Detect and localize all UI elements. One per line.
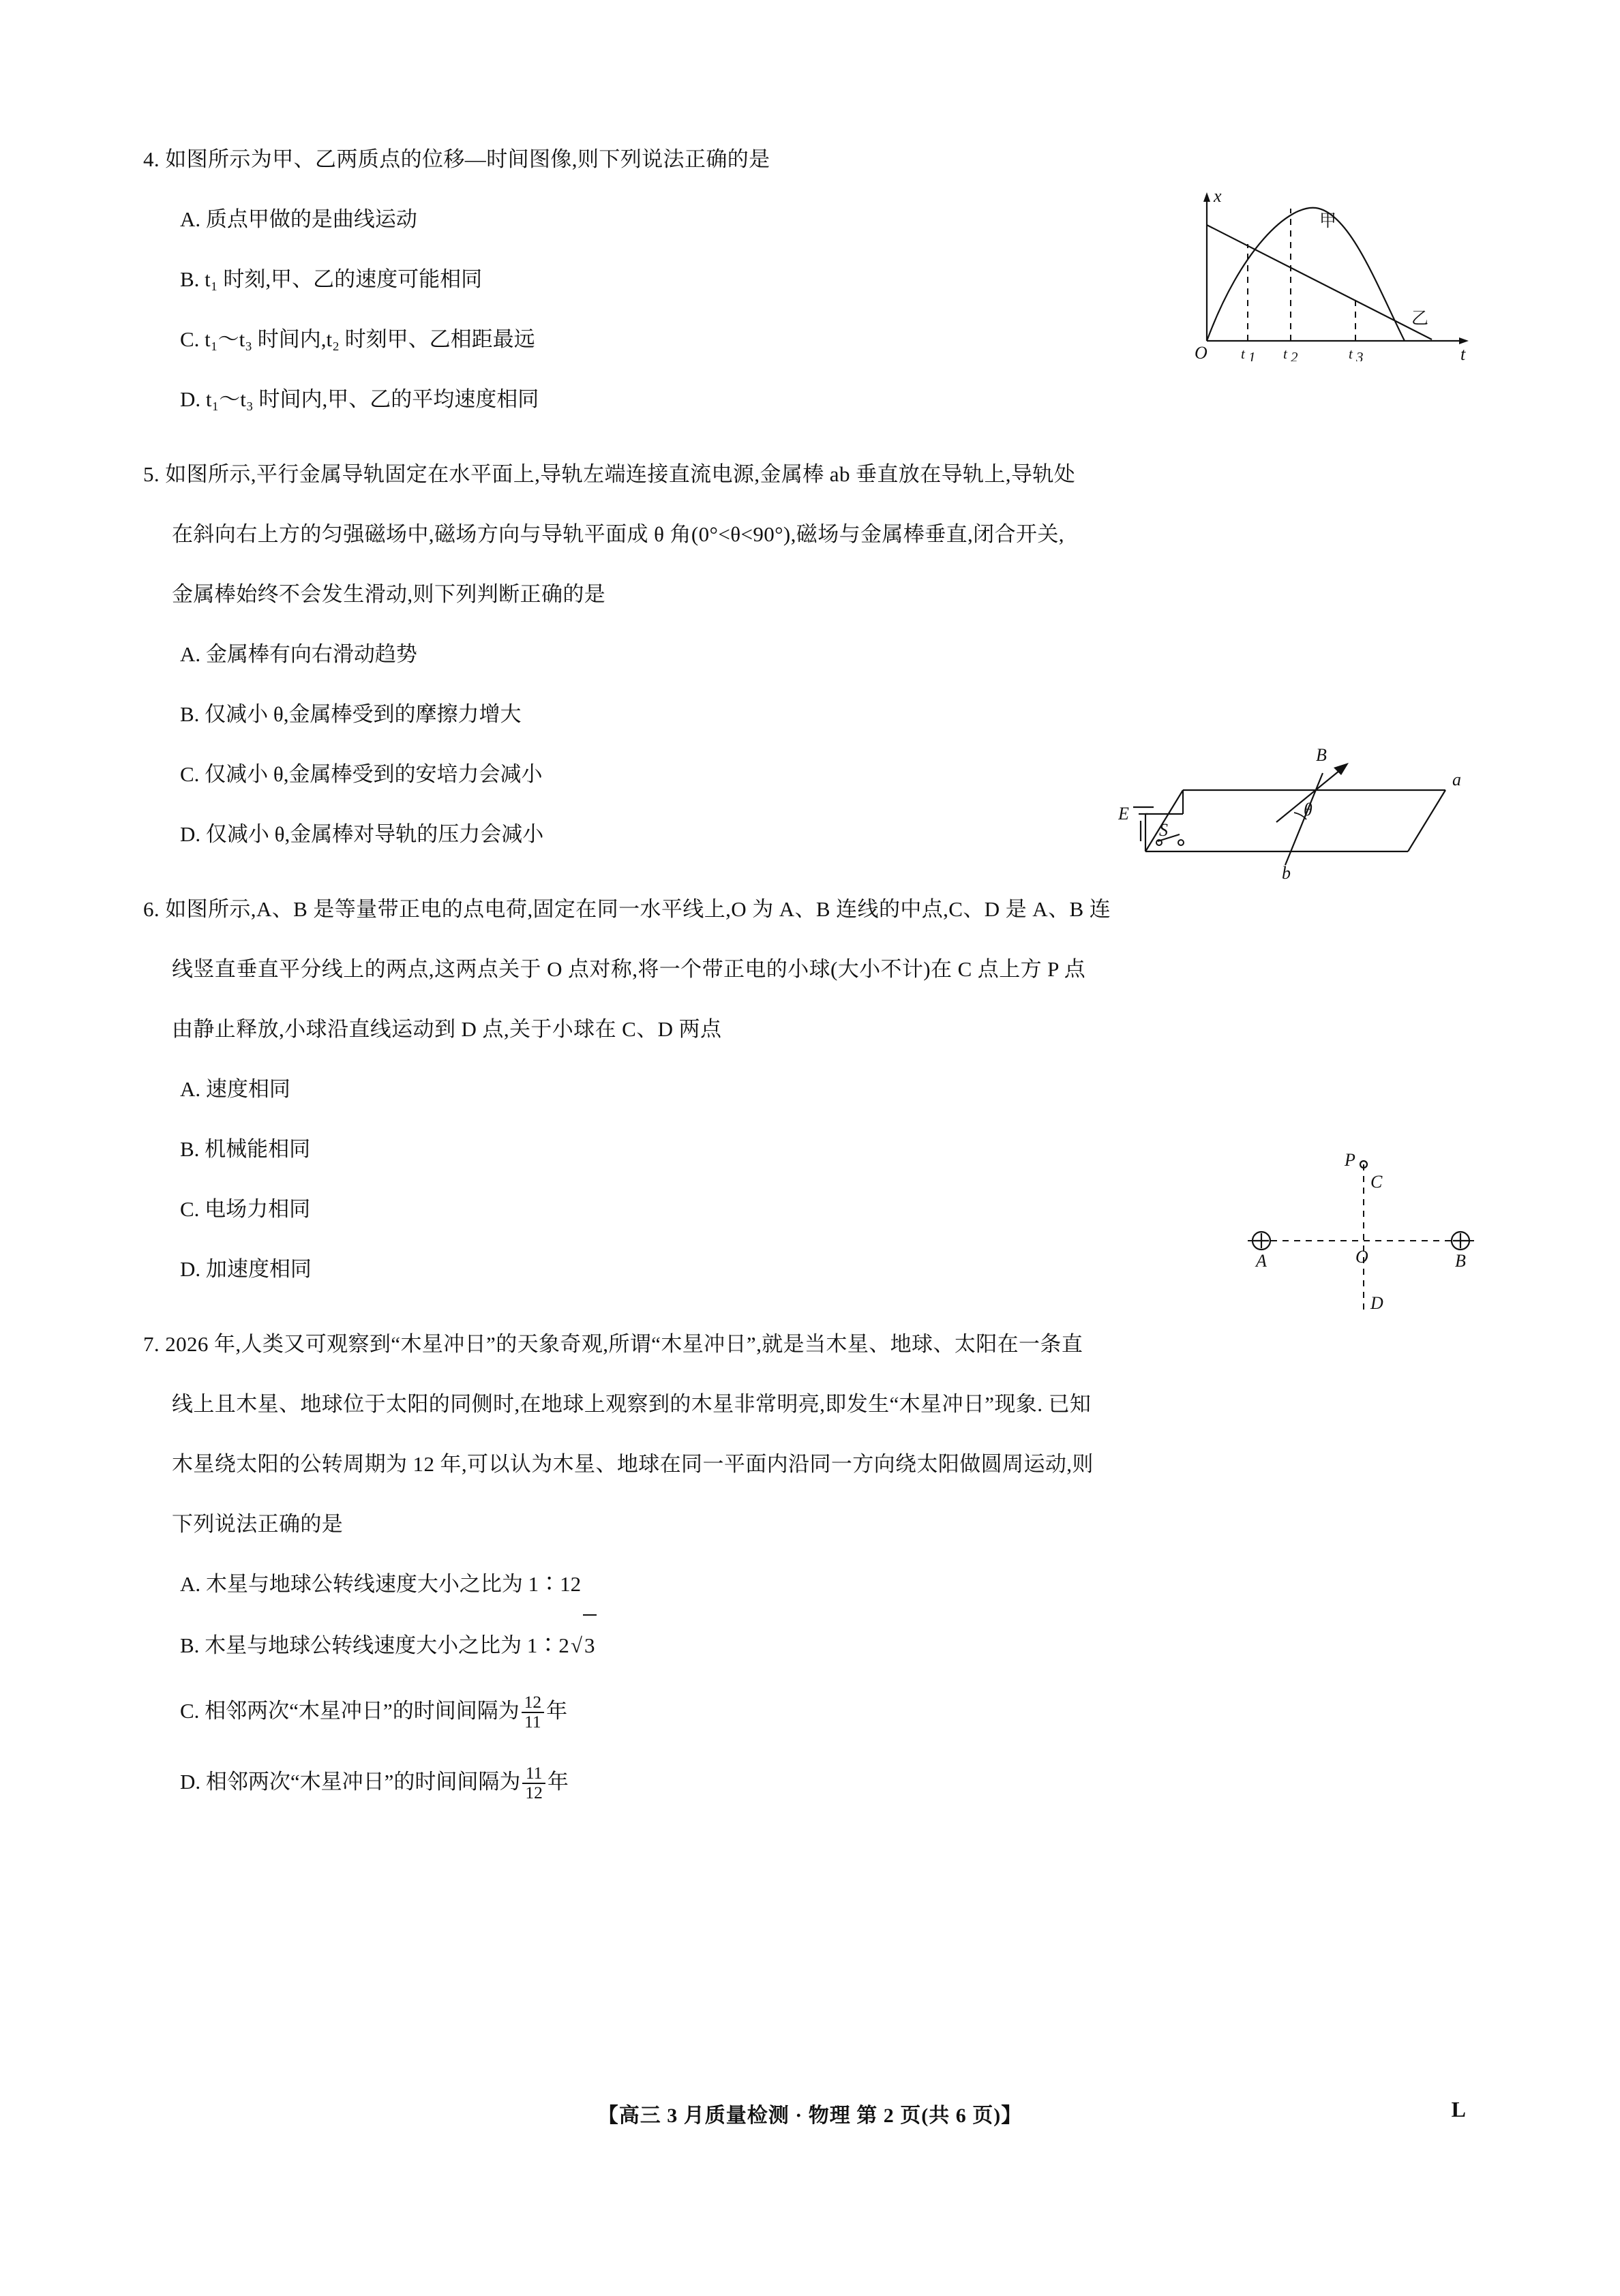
svg-text:O: O — [1195, 343, 1208, 361]
question-6-option-b: B. 机械能相同 — [180, 1137, 311, 1161]
question-5 — [143, 444, 1500, 883]
question-4-option-a: A. 质点甲做的是曲线运动 — [180, 207, 417, 231]
question-7-stem-line-4: 下列说法正确的是 — [172, 1512, 344, 1536]
fraction-denominator: 11 — [524, 1712, 541, 1732]
fraction-numerator: 11 — [522, 1764, 545, 1784]
question-7-option-a-text: A. 木星与地球公转线速度大小之比为 1∶12 — [180, 1572, 582, 1596]
question-5-stem-line-1: 5. 如图所示,平行金属导轨固定在水平面上,导轨左端连接直流电源,金属棒 ab 垂直放在导轨上,导轨处 — [143, 462, 1076, 486]
question-6-option-c: C. 电场力相同 — [180, 1197, 311, 1221]
question-6-stem-line-1: 6. 如图所示,A、B 是等量带正电的点电荷,固定在同一水平线上,O 为 A、B 连线的中点,C、D 是 A、B 连 — [143, 897, 1111, 921]
svg-text:θ: θ — [1304, 800, 1312, 819]
svg-text:P: P — [1345, 1150, 1355, 1170]
question-7-option-c-unit: 年 — [546, 1699, 568, 1723]
svg-text:S: S — [1159, 820, 1168, 840]
question-4 — [143, 130, 1500, 429]
svg-text:2: 2 — [1291, 349, 1298, 361]
page-content — [143, 130, 1500, 1832]
question-5-stem-line-2: 在斜向右上方的匀强磁场中,磁场方向与导轨平面成 θ 角(0°<θ<90°),磁场与金属棒垂直,闭合开关, — [172, 522, 1064, 546]
svg-text:b: b — [1282, 863, 1291, 883]
svg-text:x: x — [1214, 186, 1222, 206]
svg-text:O: O — [1355, 1247, 1368, 1267]
rails-magnetic-field-diagram — [1118, 739, 1500, 896]
point-charges-diagram — [1220, 1145, 1493, 1329]
question-5-option-a: A. 金属棒有向右滑动趋势 — [180, 642, 417, 666]
question-4-option-b: B. t₁ 时刻,甲、乙的速度可能相同 — [180, 267, 483, 291]
question-7-option-b-text: B. 木星与地球公转线速度大小之比为 1∶2 — [180, 1633, 569, 1657]
sqrt-radicand: 3 — [583, 1614, 597, 1676]
svg-text:a: a — [1452, 770, 1461, 789]
svg-text:乙: 乙 — [1411, 309, 1429, 328]
fraction-denominator: 12 — [525, 1783, 543, 1802]
svg-text:t: t — [1283, 346, 1287, 361]
svg-text:B: B — [1316, 745, 1327, 765]
page-footer: 【高三 3 月质量检测 · 物理 第 2 页(共 6 页)】 — [597, 2104, 1023, 2127]
question-7-option-d — [143, 1747, 1500, 1817]
svg-text:t: t — [1349, 346, 1353, 361]
svg-text:3: 3 — [1356, 349, 1364, 361]
question-5-option-c: C. 仅减小 θ,金属棒受到的安培力会减小 — [180, 762, 543, 786]
svg-text:A: A — [1256, 1251, 1267, 1271]
question-7 — [143, 1314, 1500, 1817]
question-7-option-c-text: C. 相邻两次“木星冲日”的时间间隔为 — [180, 1699, 520, 1723]
question-6-option-d: D. 加速度相同 — [180, 1257, 312, 1281]
page-footer-code: L — [1451, 2097, 1467, 2121]
question-6-stem-line-3: 由静止释放,小球沿直线运动到 D 点,关于小球在 C、D 两点 — [172, 1017, 722, 1041]
question-7-stem-line-2: 线上且木星、地球位于太阳的同侧时,在地球上观察到的木星非常明亮,即发生“木星冲日”现象. 已知 — [172, 1392, 1092, 1416]
question-4-stem: 4. 如图所示为甲、乙两质点的位移—时间图像,则下列说法正确的是 — [143, 147, 770, 171]
question-7-option-b — [143, 1614, 1500, 1676]
question-7-stem-line-3: 木星绕太阳的公转周期为 12 年,可以认为木星、地球在同一平面内沿同一方向绕太阳做圆周运动,则 — [172, 1452, 1094, 1476]
question-5-stem-line-3: 金属棒始终不会发生滑动,则下列判断正确的是 — [172, 582, 606, 606]
question-7-option-a — [143, 1554, 1500, 1614]
svg-text:B: B — [1455, 1251, 1466, 1271]
question-6 — [143, 879, 1500, 1313]
fraction-numerator: 12 — [522, 1693, 544, 1713]
question-6-stem-line-2: 线竖直垂直平分线上的两点,这两点关于 O 点对称,将一个带正电的小球(大小不计)在 C 点上方 P 点 — [172, 957, 1086, 981]
svg-text:甲: 甲 — [1319, 211, 1337, 230]
question-4-option-d: D. t₁～t₃ 时间内,甲、乙的平均速度相同 — [180, 387, 539, 411]
svg-text:1: 1 — [1248, 349, 1256, 361]
question-5-option-b: B. 仅减小 θ,金属棒受到的摩擦力增大 — [180, 702, 522, 726]
question-7-option-d-unit: 年 — [547, 1770, 569, 1794]
sqrt-symbol: √3 — [569, 1614, 597, 1676]
question-6-option-a: A. 速度相同 — [180, 1077, 290, 1101]
question-4-option-c: C. t₁～t₃ 时间内,t₂ 时刻甲、乙相距最远 — [180, 327, 535, 351]
svg-text:t: t — [1241, 346, 1245, 361]
svg-text:C: C — [1370, 1172, 1383, 1192]
question-7-option-c — [143, 1676, 1500, 1747]
fraction-12-11 — [522, 1693, 544, 1732]
question-5-option-d: D. 仅减小 θ,金属棒对导轨的压力会减小 — [180, 822, 544, 846]
svg-text:E: E — [1118, 804, 1129, 824]
question-7-option-d-text: D. 相邻两次“木星冲日”的时间间隔为 — [180, 1770, 521, 1794]
displacement-time-graph — [1180, 184, 1480, 361]
question-7-stem-line-1: 7. 2026 年,人类又可观察到“木星冲日”的天象奇观,所谓“木星冲日”,就是当木星、地球、太阳在一条直 — [143, 1332, 1083, 1356]
fraction-11-12 — [522, 1764, 545, 1803]
svg-text:t: t — [1460, 344, 1466, 361]
svg-text:D: D — [1370, 1293, 1383, 1313]
